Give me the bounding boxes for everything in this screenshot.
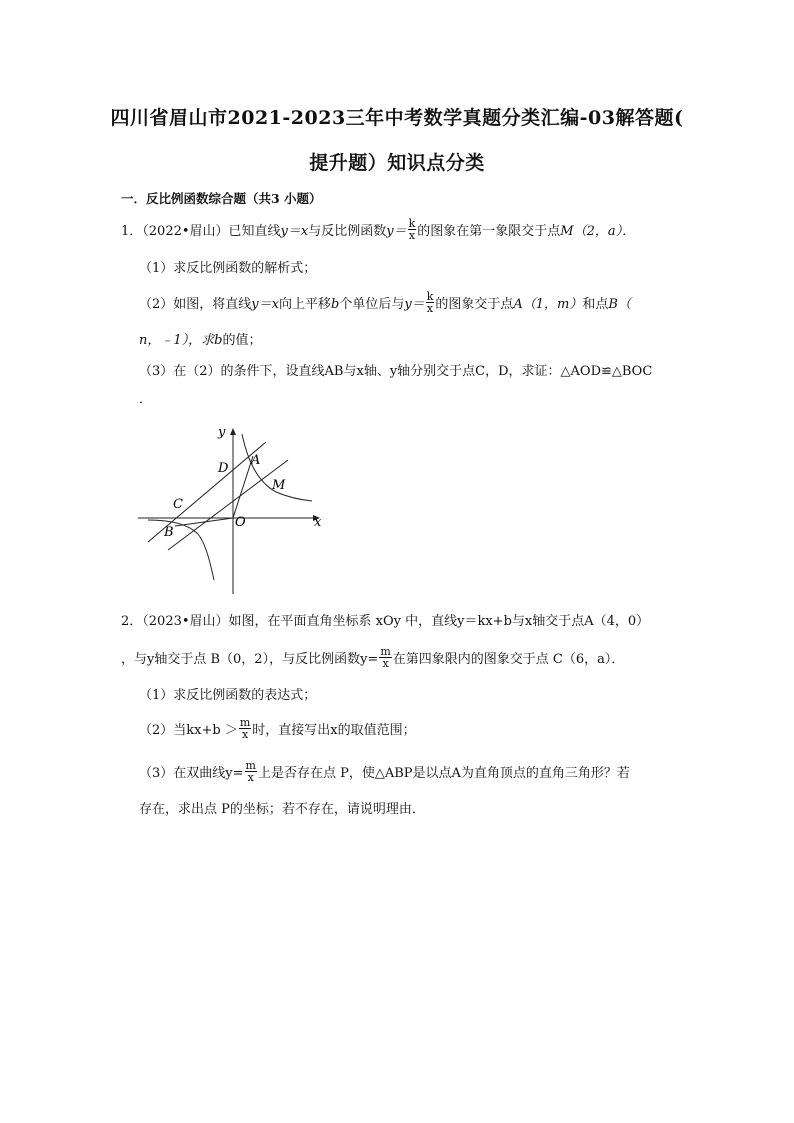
q1-part2: （2）如图，将直线y＝x向上平移b个单位后与y＝ $\frac{k}{x}$ 的图象交于点A（1，m）和点B（ bbox=[139, 290, 631, 315]
q2-statement: 2．（2023•眉山）如图，在平面直角坐标系 xOy 中，直线y＝kx+b与x轴交于点A（4，0） bbox=[121, 614, 650, 629]
q1-part2-fraction: $\frac{k}{x}$ bbox=[426, 290, 434, 315]
q1-part3: （3）在（2）的条件下，设直线AB与x轴、y轴分别交于点C，D，求证：△AOD≌△BOC bbox=[139, 364, 653, 379]
document-title-line2: 提升题）知识点分类 bbox=[309, 152, 485, 174]
label-y: y bbox=[218, 425, 226, 440]
q2-part3-continued: 存在，求出点 P的坐标；若不存在，请说明理由． bbox=[139, 802, 425, 817]
q2-fraction-m-over-x: $\frac{m}{x}$ bbox=[380, 645, 391, 670]
q2-part1: （1）求反比例函数的表达式； bbox=[139, 688, 317, 703]
q1-statement: 1．（2022•眉山）已知直线y＝x与反比例函数y＝ $\frac{k}{x}$ 的图象在第一象限交于点M（2，a）． bbox=[121, 217, 636, 242]
label-c: C bbox=[173, 497, 183, 512]
y-axis-arrow-icon bbox=[230, 428, 236, 435]
q1-part3-end: ． bbox=[139, 392, 153, 407]
q1-part1: （1）求反比例函数的解析式； bbox=[139, 261, 317, 276]
label-m: M bbox=[272, 478, 286, 493]
label-x: x bbox=[314, 515, 322, 530]
q2-part3-fraction: $\frac{m}{x}$ bbox=[245, 759, 256, 784]
label-o: O bbox=[235, 515, 246, 530]
q2-part3: （3）在双曲线y= $\frac{m}{x}$ 上是否存在点 P，使△ABP是以点A为直角顶点的直角三角形？若 bbox=[139, 759, 630, 784]
hyperbola-branch-q3 bbox=[148, 520, 214, 580]
segment-oa bbox=[233, 456, 253, 518]
q2-part2-fraction: $\frac{m}{x}$ bbox=[239, 716, 251, 741]
q2-part2: （2）当kx+b ＞ $\frac{m}{x}$ 时，直接写出x的取值范围； bbox=[139, 716, 416, 741]
q2-statement-continued: ，与y轴交于点 B（0，2），与反比例函数y= $\frac{m}{x}$ 在第四象限内的图象交于点 C（6，a）． bbox=[121, 645, 625, 670]
q1-fraction-k-over-x: $\frac{k}{x}$ bbox=[408, 217, 416, 242]
label-a: A bbox=[251, 453, 261, 468]
label-d: D bbox=[218, 461, 229, 476]
document-title-line1: 四川省眉山市2021-2023三年中考数学真题分类汇编-03解答题( bbox=[110, 107, 684, 129]
label-b: B bbox=[164, 525, 174, 540]
q1-figure bbox=[130, 422, 350, 602]
q1-part2-continued: n，﹣1），求b的值； bbox=[139, 333, 262, 348]
section-heading: 一．反比例函数综合题（共3 小题） bbox=[121, 191, 322, 206]
